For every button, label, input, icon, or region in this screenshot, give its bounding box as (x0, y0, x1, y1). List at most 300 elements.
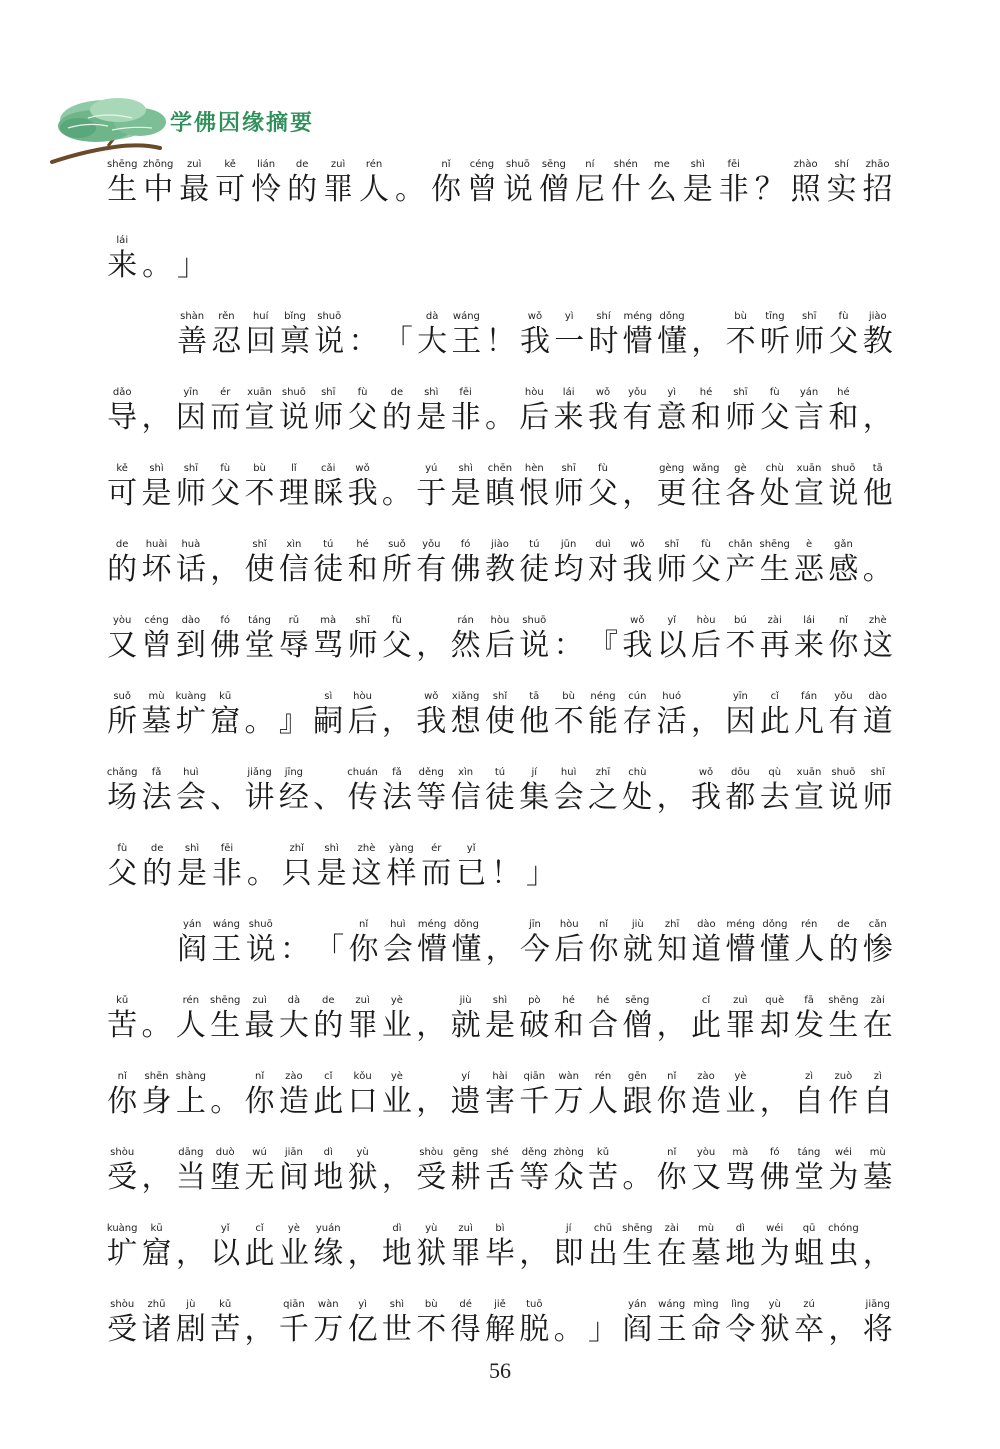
hanzi: 亿 (347, 1312, 378, 1347)
hanzi: 你 (244, 1084, 275, 1119)
hanzi: 解 (484, 1312, 515, 1347)
pinyin: dǎo (112, 387, 132, 398)
pinyin: dōu (730, 767, 750, 778)
hanzi: 道 (862, 704, 893, 739)
hanzi: 人 (359, 172, 390, 207)
hanzi: 忍 (211, 324, 242, 359)
hanzi: 此 (691, 1008, 722, 1043)
ruby-cell (381, 310, 415, 360)
ruby-cell (483, 766, 517, 816)
ruby-cell (758, 1146, 792, 1196)
ruby-cell (655, 1222, 689, 1272)
hanzi: 以 (656, 628, 687, 663)
hanzi: 佛 (450, 552, 481, 587)
hanzi: 你 (430, 172, 461, 207)
ruby-cell (414, 994, 448, 1044)
ruby-cell (586, 1070, 620, 1120)
hanzi: 和 (828, 400, 859, 435)
hanzi: 的 (828, 932, 859, 967)
ruby-cell (483, 1070, 517, 1120)
hanzi: 产 (725, 552, 756, 587)
pinyin: zì (805, 1071, 814, 1082)
hanzi: 怜 (251, 172, 282, 207)
ruby-cell (105, 1298, 139, 1348)
hanzi: 信 (450, 780, 481, 815)
pinyin: céng (469, 159, 495, 170)
hanzi: 你 (588, 932, 619, 967)
ruby-cell (177, 158, 212, 208)
ruby-cell (586, 538, 620, 588)
ruby-cell (174, 614, 208, 664)
text-line (175, 310, 895, 360)
hanzi: 在 (862, 1008, 893, 1043)
pinyin: zhòng (553, 1147, 584, 1158)
text-line (105, 538, 895, 588)
ruby-cell (278, 918, 312, 968)
hanzi: 造 (691, 1084, 722, 1119)
hanzi: 「 (382, 324, 413, 359)
ruby-cell (105, 994, 139, 1044)
ruby-cell (414, 1222, 448, 1272)
pinyin: zhū (147, 1299, 166, 1310)
pinyin: jiāng (865, 1299, 890, 1310)
hanzi: 墓 (141, 704, 172, 739)
ruby-cell (723, 766, 757, 816)
hanzi: 尼 (574, 172, 605, 207)
pinyin: qù (768, 767, 782, 778)
ruby-cell (175, 234, 210, 284)
hanzi: 说 (278, 400, 309, 435)
pinyin: jīn (529, 919, 541, 930)
ruby-cell (551, 538, 585, 588)
hanzi: 佛 (210, 628, 241, 663)
pinyin: gēn (627, 1071, 647, 1082)
hanzi: 卒 (794, 1312, 825, 1347)
pinyin: zuì (252, 995, 267, 1006)
pinyin: yòu (696, 1147, 716, 1158)
ruby-cell (758, 614, 792, 664)
ruby-cell (586, 918, 620, 968)
pinyin: shì (149, 463, 164, 474)
hanzi: ， (347, 1236, 378, 1271)
hanzi: 因 (725, 704, 756, 739)
ruby-cell (242, 1222, 276, 1272)
ruby-cell (655, 1070, 689, 1120)
hanzi: 出 (587, 1236, 618, 1271)
ruby-cell (620, 994, 654, 1044)
hanzi: 和 (691, 400, 722, 435)
ruby-cell (245, 842, 280, 892)
ruby-cell (792, 538, 826, 588)
hanzi: 佛 (759, 1160, 790, 1195)
text-line (105, 234, 895, 284)
pinyin: zào (697, 1071, 715, 1082)
pinyin: jù (186, 1299, 196, 1310)
hanzi: 虫 (828, 1236, 859, 1271)
hanzi: 父 (347, 400, 378, 435)
hanzi: 耕 (450, 1160, 481, 1195)
ruby-cell (517, 1070, 551, 1120)
pinyin: nǐ (667, 1147, 677, 1158)
hanzi: 自 (862, 1084, 893, 1119)
pinyin: shì (324, 843, 339, 854)
ruby-cell (620, 690, 654, 740)
ruby-cell (551, 614, 585, 664)
ruby-cell (758, 310, 792, 360)
hanzi: 理 (278, 476, 309, 511)
ruby-cell (448, 1070, 482, 1120)
pinyin: zhào (793, 159, 818, 170)
pinyin: zào (285, 1071, 303, 1082)
hanzi: 处 (759, 476, 790, 511)
hanzi: 「 (314, 932, 345, 967)
ruby-cell (861, 1222, 895, 1272)
pinyin: fā (804, 995, 814, 1006)
hanzi: 有 (416, 552, 447, 587)
hanzi: 圹 (175, 704, 206, 739)
hanzi: 后 (347, 704, 378, 739)
pinyin: tuō (526, 1299, 543, 1310)
ruby-cell (792, 690, 826, 740)
hanzi: 存 (622, 704, 653, 739)
ruby-cell (586, 1298, 620, 1348)
pinyin: tā (872, 463, 883, 474)
pinyin: shì (389, 1299, 405, 1310)
hanzi: 为 (828, 1160, 859, 1195)
hanzi: 师 (347, 628, 378, 663)
hanzi: 和 (347, 552, 378, 587)
hanzi: 中 (143, 172, 174, 207)
pinyin: fù (701, 539, 711, 550)
hanzi: ， (862, 1236, 893, 1271)
hanzi: 千 (278, 1312, 309, 1347)
pinyin: hòu (524, 387, 544, 398)
ruby-cell (792, 1298, 826, 1348)
hanzi: 是 (484, 1008, 515, 1043)
ruby-cell (311, 690, 345, 740)
hanzi: 感 (828, 552, 859, 587)
ruby-cell (380, 538, 414, 588)
pinyin: táng (797, 1147, 821, 1158)
ruby-cell (620, 1146, 654, 1196)
ruby-cell (689, 310, 723, 360)
hanzi: ， (656, 1008, 687, 1043)
pinyin: kě (224, 159, 236, 170)
hanzi: ， (691, 324, 722, 359)
pinyin: dāng (178, 1147, 204, 1158)
pinyin: chū (593, 1223, 613, 1234)
pinyin: shòu (110, 1147, 135, 1158)
ruby-cell (752, 158, 787, 208)
pinyin: gèng (659, 463, 685, 474)
hanzi: 。 (244, 704, 275, 739)
ruby-cell (448, 614, 482, 664)
ruby-cell (573, 158, 608, 208)
ruby-cell (689, 386, 723, 436)
pinyin: dǒng (453, 919, 479, 930)
ruby-cell (208, 1070, 242, 1120)
ruby-cell (524, 842, 559, 892)
pinyin: kǔ (116, 995, 129, 1006)
hanzi: 意 (656, 400, 687, 435)
hanzi: 惨 (862, 932, 893, 967)
hanzi: 僧 (622, 1008, 653, 1043)
ruby-cell (345, 538, 379, 588)
ruby-cell (311, 538, 345, 588)
hanzi: 狱 (759, 1312, 790, 1347)
ruby-cell (311, 1222, 345, 1272)
hanzi: 来 (794, 628, 825, 663)
ruby-cell (346, 918, 380, 968)
hanzi: 又 (691, 1160, 722, 1195)
ruby-cell (826, 1146, 860, 1196)
ruby-cell (826, 462, 860, 512)
ruby-cell (277, 462, 311, 512)
hanzi: 宣 (794, 780, 825, 815)
ruby-cell (277, 766, 311, 816)
hanzi: 徒 (519, 552, 550, 587)
pinyin: jiù (631, 919, 644, 930)
pinyin: nǐ (254, 1071, 265, 1082)
hanzi: 更 (656, 476, 687, 511)
pinyin: yuán (315, 1223, 341, 1234)
pinyin: fù (357, 387, 368, 398)
ruby-cell (213, 158, 248, 208)
ruby-cell (311, 462, 345, 512)
ruby-cell (277, 614, 311, 664)
ruby-cell (208, 538, 242, 588)
hanzi: 僧 (538, 172, 569, 207)
ruby-cell (105, 1146, 139, 1196)
hanzi: 父 (691, 552, 722, 587)
hanzi: 师 (725, 400, 756, 435)
pinyin: rěn (218, 311, 235, 322)
pinyin: shuō (522, 615, 547, 626)
ruby-cell (105, 462, 139, 512)
ruby-cell (174, 766, 208, 816)
hanzi: 师 (553, 476, 584, 511)
pinyin: de (390, 387, 404, 398)
ruby-cell (384, 842, 419, 892)
ruby-cell (517, 690, 551, 740)
ruby-cell (551, 1222, 585, 1272)
ruby-cell (311, 1146, 345, 1196)
hanzi: 生 (107, 172, 138, 207)
hanzi: 对 (587, 552, 618, 587)
hanzi: 作 (828, 1084, 859, 1119)
pinyin: cǐ (770, 691, 779, 702)
pinyin: shēng (210, 995, 241, 1006)
pinyin: shǐ (492, 691, 508, 702)
ruby-cell (448, 1298, 482, 1348)
hanzi: 发 (794, 1008, 825, 1043)
hanzi: 是 (177, 856, 208, 891)
ruby-cell (448, 386, 482, 436)
ruby-cell (655, 1298, 689, 1348)
pinyin: shī (802, 311, 817, 322)
pinyin: dào (868, 691, 888, 702)
ruby-cell (311, 766, 345, 816)
pinyin: ér (431, 843, 442, 854)
ruby-cell (208, 1222, 242, 1272)
hanzi: 父 (828, 324, 859, 359)
page-number: 56 (489, 1358, 511, 1383)
ruby-cell (414, 1146, 448, 1196)
pinyin: pò (528, 995, 541, 1006)
text-line (105, 766, 895, 816)
ruby-cell (861, 614, 895, 664)
hanzi: 造 (278, 1084, 309, 1119)
hanzi: 而 (421, 856, 452, 891)
pinyin: yí (461, 1071, 470, 1082)
ruby-cell (551, 1146, 585, 1196)
hanzi: 非 (211, 856, 242, 891)
hanzi: 说 (245, 932, 276, 967)
hanzi: 只 (281, 856, 312, 891)
ruby-cell (826, 690, 860, 740)
pinyin: hòu (559, 919, 579, 930)
hanzi: 破 (519, 1008, 550, 1043)
ruby-cell (689, 1222, 723, 1272)
ruby-cell (448, 766, 482, 816)
hanzi: 使 (484, 704, 515, 739)
hanzi: 遗 (450, 1084, 481, 1119)
ruby-cell (208, 1146, 242, 1196)
pinyin: méng (726, 919, 755, 930)
hanzi: 教 (484, 552, 515, 587)
hanzi: 我 (587, 400, 618, 435)
hanzi: 时 (588, 324, 619, 359)
pinyin: dào (697, 919, 716, 930)
ruby-cell (139, 1222, 173, 1272)
pinyin: lái (562, 387, 575, 398)
ruby-cell (826, 538, 860, 588)
hanzi: 教 (862, 324, 893, 359)
ruby-cell (311, 386, 345, 436)
ruby-cell (174, 386, 208, 436)
hanzi: 么 (646, 172, 677, 207)
pinyin: wéi (834, 1147, 852, 1158)
ruby-cell (174, 690, 208, 740)
ruby-cell (139, 690, 173, 740)
ruby-cell (620, 1222, 654, 1272)
text-line (105, 462, 895, 512)
ruby-cell (314, 842, 349, 892)
hanzi: 圹 (107, 1236, 138, 1271)
ruby-cell (655, 690, 689, 740)
pinyin: shòu (419, 1147, 444, 1158)
ruby-cell (277, 690, 311, 740)
pinyin: huài (145, 539, 168, 550)
ruby-cell (792, 1222, 826, 1272)
ruby-cell (321, 158, 356, 208)
hanzi: 此 (313, 1084, 344, 1119)
hanzi: 禀 (279, 324, 310, 359)
ruby-cell (826, 1298, 860, 1348)
pinyin: shēn (144, 1071, 169, 1082)
pinyin: wǒ (630, 615, 645, 626)
pinyin: yǐ (220, 1223, 230, 1234)
pinyin: cǐ (701, 995, 711, 1006)
hanzi: 地 (313, 1160, 344, 1195)
hanzi: 后 (519, 400, 550, 435)
pinyin: tīng (765, 311, 785, 322)
pinyin: shàng (175, 1071, 207, 1082)
hanzi: 可 (215, 172, 246, 207)
ruby-cell (345, 1222, 379, 1272)
ruby-cell (517, 614, 551, 664)
pinyin: jiào (491, 539, 509, 550)
ruby-cell (311, 1298, 345, 1348)
pinyin: wáng (452, 311, 480, 322)
ruby-cell (861, 1146, 895, 1196)
ruby-cell (483, 462, 517, 512)
ruby-cell (242, 1146, 276, 1196)
ruby-cell (279, 842, 314, 892)
ruby-cell (244, 918, 278, 968)
pinyin: chǎn (728, 539, 753, 550)
hanzi: 又 (107, 628, 138, 663)
pinyin: nǐ (598, 919, 609, 930)
hanzi: 苦 (210, 1312, 241, 1347)
hanzi: 是 (316, 856, 347, 891)
hanzi: 父 (210, 476, 241, 511)
pinyin: ér (220, 387, 231, 398)
ruby-cell (586, 1222, 620, 1272)
ruby-cell (311, 614, 345, 664)
ruby-cell (723, 1070, 757, 1120)
pinyin: yè (390, 995, 403, 1006)
ruby-cell (278, 310, 312, 360)
ruby-cell (620, 766, 654, 816)
ruby-cell (105, 538, 139, 588)
hanzi: 人 (175, 1008, 206, 1043)
ruby-cell (139, 1298, 173, 1348)
hanzi: 墓 (862, 1160, 893, 1195)
hanzi: 受 (107, 1312, 138, 1347)
hanzi: ！ (491, 856, 522, 891)
ruby-cell (140, 234, 175, 284)
hanzi: 骂 (725, 1160, 756, 1195)
pinyin: chù (628, 767, 647, 778)
pinyin: chēn (487, 463, 513, 474)
hanzi: 他 (862, 476, 893, 511)
ruby-cell (689, 614, 723, 664)
hanzi: 剧 (175, 1312, 206, 1347)
ruby-cell (242, 538, 276, 588)
pinyin: shí (834, 159, 849, 170)
ruby-cell (208, 766, 242, 816)
ruby-cell (826, 310, 860, 360)
ruby-cell (208, 690, 242, 740)
ruby-cell (174, 538, 208, 588)
ruby-cell (105, 386, 139, 436)
ruby-cell (723, 614, 757, 664)
hanzi: 受 (107, 1160, 138, 1195)
pinyin: mù (869, 1147, 886, 1158)
ruby-cell (242, 766, 276, 816)
ruby-cell (552, 918, 586, 968)
hanzi: 懂 (657, 324, 688, 359)
pinyin: xuān (247, 387, 272, 398)
text-line (105, 690, 895, 740)
pinyin: táng (248, 615, 271, 626)
hanzi: 善 (177, 324, 208, 359)
ruby-cell (689, 766, 723, 816)
hanzi: 大 (278, 1008, 309, 1043)
ruby-cell (380, 766, 414, 816)
ruby-cell (174, 1146, 208, 1196)
